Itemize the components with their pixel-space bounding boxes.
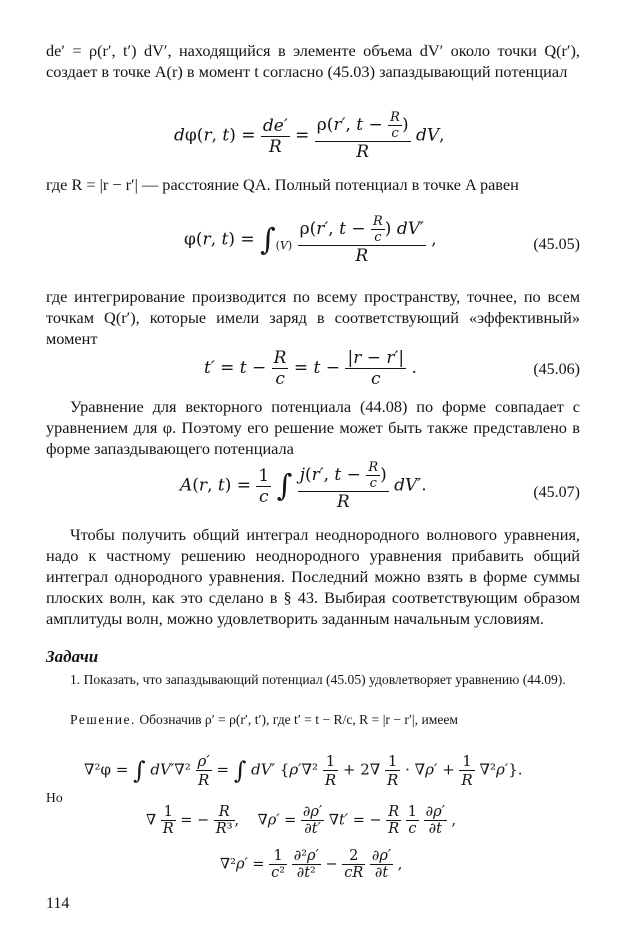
equation-7: ∇²ρ′ = $\frac{1}{\text{c²}}$ $\frac{\text{∂²ρ′}}{\text{∂t²}}$ − $\frac{2}{cR}$ $\frac{\partial\rho'}{\partial t}$ , xyxy=(220,848,403,881)
paragraph-1: de′ = ρ(r′, t′) dV′, находящийся в элементе объема dV′ около точки Q(r′), создает в точке A(r) в момент t согласно (45.03) запаздывающий потенциал xyxy=(46,41,580,81)
equation-5: ∇²φ = ∫ dV′∇² $\frac{\rho'}{R}$ = ∫ dV′ {ρ′∇² $\frac{1}{R}$ + 2∇ $\frac{1}{R}$ · ∇ρ′ + $\frac{1}{R}$ ∇²ρ′}. xyxy=(84,752,523,789)
solution xyxy=(46,711,580,729)
equation-3-number: (45.06) xyxy=(533,361,580,378)
equation-6: ∇ $\frac{1}{R}$ = − $\frac{R}{\text{R³}}$ , ∇ρ′ = $\frac{\partial\rho'}{\partial t'}$ ∇t′ = − $\frac{R}{R}$ $\frac{1}{c}$ $\frac{\partial\rho'}{\partial t}$ , xyxy=(146,804,457,837)
equation-2-number: (45.05) xyxy=(533,236,580,253)
section-heading: Задачи xyxy=(46,647,99,666)
equation-1: dφ(r, t) = $\frac{de'}{R}$ = ρ(r′, t − $\frac{R}{c}$ ) R dV, xyxy=(174,110,445,162)
equation-4-number: (45.07) xyxy=(533,484,580,501)
solution-label: Решение. xyxy=(70,712,136,727)
paragraph-5: Чтобы получить общий интеграл неоднородного волнового уравнения, надо к частному решению неоднородного уравнения прибавить общий интеграл однородного уравнения. Последний можно взять в форме суммы плоских волн, как это сделано в § 43. Выбирая соответствующим образом амплитуды волн, можно удовлетворить заданным начальным условиям. xyxy=(46,525,580,628)
equation-4: A(r, t) = $\frac{1}{c}$ ∫ j(r′, t − $\frac{R}{c}$ ) R dV′. xyxy=(180,460,427,512)
problem-1: 1. Показать, что запаздывающий потенциал (45.05) удовлетворяет уравнению (44.09). xyxy=(70,672,566,687)
solution-text: Обозначив ρ′ = ρ(r′, t′), где t′ = t − R/c, R = |r − r′|, имеем xyxy=(139,712,458,727)
paragraph-3: где интегрирование производится по всему пространству, точнее, по всем точкам Q(r′), которые имели заряд в соответствующий «эффективный» момент xyxy=(46,287,580,348)
paragraph-4: Уравнение для векторного потенциала (44.08) по форме совпадает с уравнением для φ. Поэтому его решение может быть также представлено в форме запаздывающего потенциала xyxy=(46,397,580,458)
word-but: Но xyxy=(46,790,63,805)
paragraph-2: где R = |r − r′| — расстояние QA. Полный потенциал в точке A равен xyxy=(46,175,519,194)
equation-3: t′ = t − $\frac{R}{c}$ = t − $\frac{|r - r'|}{c}$ . xyxy=(204,348,417,389)
equation-2: φ(r, $t) = \int_{(V)}$ ρ(r′, t − $\frac{R}{c}$ ) dV′ R , xyxy=(184,214,437,266)
page-number: 114 xyxy=(46,895,70,912)
